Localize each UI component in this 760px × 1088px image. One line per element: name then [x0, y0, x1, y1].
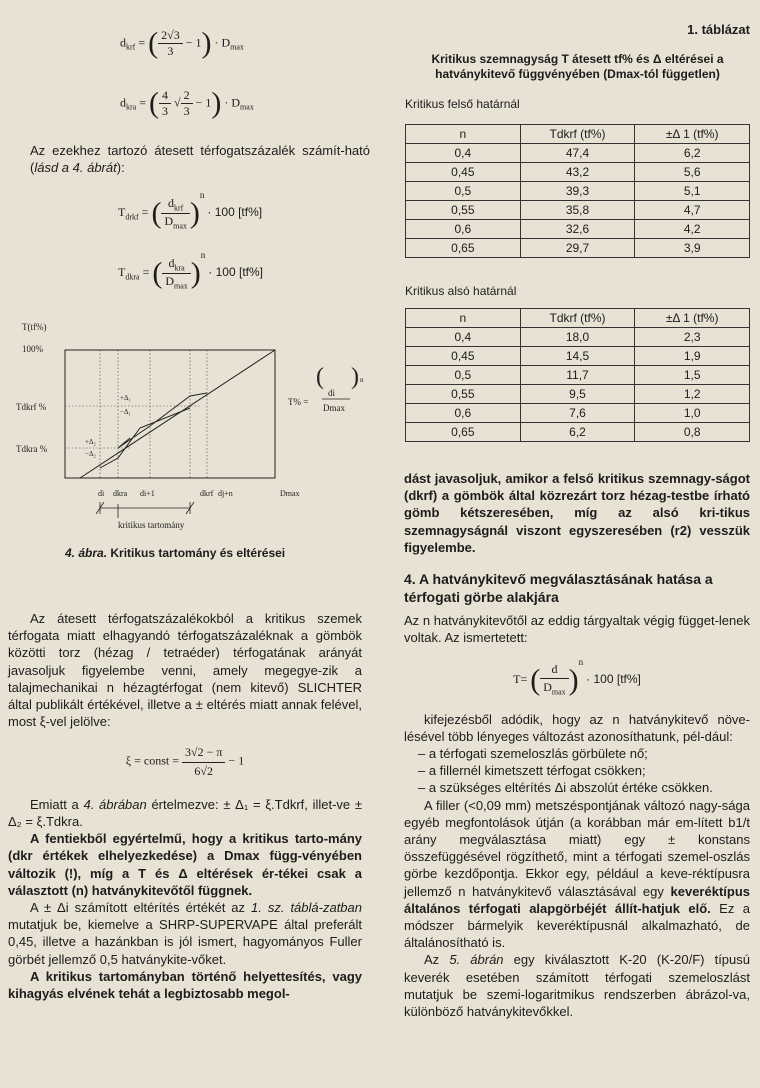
upper-table-cell: 29,7: [520, 239, 635, 258]
diagram-gridlines: [65, 350, 207, 478]
diagram-range-label: kritikus tartomány: [118, 520, 185, 530]
diagram-delta2-plus: +Δ₂: [85, 438, 96, 446]
lower-table-row: [406, 366, 750, 385]
svg-text:(: (: [316, 364, 324, 390]
lower-table-cell: 0,6: [406, 404, 521, 423]
upper-table-row: [406, 239, 750, 258]
upper-table-cell: 0,6: [406, 220, 521, 239]
lower-table-cell: 1,5: [635, 366, 750, 385]
lower-table-cell: 9,5: [520, 385, 635, 404]
lower-table: [405, 308, 750, 442]
svg-text:dkrf: dkrf: [200, 489, 214, 498]
bullet-item: – a szükséges eltérítés Δi abszolút értéke csökken.: [418, 780, 713, 796]
bullet-item: – a térfogati szemeloszlás görbülete nő;: [418, 745, 648, 761]
upper-table-cell: 32,6: [520, 220, 635, 239]
lower-table-cell: 11,7: [520, 366, 635, 385]
lower-table-header: n Tdkrf (tf%) ±Δ 1 (tf%): [406, 309, 750, 328]
figure-caption: 4. ábra. Kritikus tartomány és eltérései: [65, 546, 286, 560]
left-para-4: A ± Δi számított eltérítés értékét az 1. sz. táblá-zatban mutatjuk be, kiemelve a SHRP-SUPERVAPE által preferált 0,45, illetve a hazánkban is jól ismert, hagyományos Fuller görbét jellemző 0,5 hatványkite-vőket.: [8, 900, 362, 967]
svg-text:n: n: [360, 376, 364, 384]
lower-table-cell: 0,65: [406, 423, 521, 442]
lower-table-cell: 1,2: [635, 385, 750, 404]
diagram-y-tdkrf: Tdkrf %: [16, 402, 47, 412]
bullet-list: [404, 745, 750, 797]
bullet-item: – a fillernél kimetszett térfogat csökken;: [418, 763, 646, 779]
lower-table-cell: 7,6: [520, 404, 635, 423]
svg-text:di+1: di+1: [140, 489, 155, 498]
formula-dkra: $d_{kra}$ = ( $\frac{4}{3}$ √ $\frac{2}{3}$ − $1) \cdot D_{max}$: [120, 86, 254, 120]
formula-dkrf: $d_{krf}$ = ( $\frac{2√3}{3}$ − $1) \cdot D_{max}$: [120, 26, 244, 60]
svg-text:di: di: [328, 388, 336, 398]
svg-text:T% =: T% =: [288, 397, 309, 407]
lower-table-cell: 0,4: [406, 328, 521, 347]
diagram-main-line: [80, 350, 275, 478]
diagram-delta2-minus: −Δ₂: [85, 450, 96, 458]
xi-formula: ξ = const = $\frac{3√2 - \pi}{6√2}$ − 1: [125, 745, 245, 778]
upper-table-cell: 0,55: [406, 201, 521, 220]
upper-table-cell: 39,3: [520, 182, 635, 201]
section-heading: 4. A hatványkitevő megválasztásának hatása a térfogati görbe alakjára: [404, 571, 713, 606]
upper-table-row: [406, 144, 750, 163]
lower-table-row: [406, 423, 750, 442]
left-para-2: Emiatt a 4. ábrában értelmezve: ± Δ₁ = ξ.Tdkrf, illet-ve ± Δ₂ = ξ.Tdkra.: [8, 796, 362, 830]
svg-text:dkra: dkra: [113, 489, 128, 498]
diagram-lower-path: [100, 408, 190, 468]
lower-table-row: [406, 328, 750, 347]
lower-table-row: [406, 404, 750, 423]
svg-text:): ): [351, 364, 359, 390]
upper-table-row: [406, 201, 750, 220]
t-formula: T= ( $\frac{d}{D_{max}}$ )$^n$ · 100 [tf%]: [513, 657, 641, 697]
upper-table-cell: 5,1: [635, 182, 750, 201]
right-para-3: A filler (<0,09 mm) metszéspontjának változó nagy-sága egyéb megfontolások útján (a korábban már em-lített b1/t arány megválasztása miatt) egy ± konstans összefüggésével rögzíthető, mint a térfogati szemel-oszlás görbe kezdőpontja. Ekkor egy, például a keve-réktípusra jellemző n hatványkitevő választásával egy keveréktípus általános térfogati alapgörbéjét állít-hatjuk elő. Ez a módszer bármelyik keveréktípusnál alkalmazható, de általánosítható is.: [404, 797, 750, 951]
upper-table-cell: 0,45: [406, 163, 521, 182]
upper-table: [405, 124, 750, 258]
upper-table-cell: 0,4: [406, 144, 521, 163]
lower-table-cell: 0,45: [406, 347, 521, 366]
upper-table-header: n Tdkrf (tf%) ±Δ 1 (tf%): [406, 125, 750, 144]
lower-table-cell: 2,3: [635, 328, 750, 347]
diagram-formula: [288, 364, 364, 413]
diagram-range-arrow: [96, 502, 194, 518]
lower-table-cell: 14,5: [520, 347, 635, 366]
lower-table-cell: 18,0: [520, 328, 635, 347]
lower-table-cell: 6,2: [520, 423, 635, 442]
upper-table-cell: 43,2: [520, 163, 635, 182]
lower-table-cell: 1,0: [635, 404, 750, 423]
left-para-5: A kritikus tartományban történő helyettesítés, vagy kihagyás elvének tehát a legbiztosabb megol-: [8, 968, 362, 1002]
formula-tdkra: $T_{dkra}$ = ( $\frac{d_{kra}}{D_{max}}$ )$^n$ · 100 [tf%]: [118, 250, 263, 291]
upper-table-cell: 47,4: [520, 144, 635, 163]
diagram-y-tdkra: Tdkra %: [16, 444, 48, 454]
table-number-label: 1. táblázat: [687, 22, 750, 37]
svg-text:dj+n: dj+n: [218, 489, 233, 498]
upper-table-label: Kritikus felső határnál: [405, 97, 520, 111]
intro-paragraph: Az ezekhez tartozó átesett térfogatszázalék számít-ható (lásd a 4. ábrát):: [30, 143, 370, 176]
right-body: [404, 470, 750, 1020]
upper-table-row: [406, 163, 750, 182]
lower-table-row: [406, 385, 750, 404]
lower-table-row: [406, 347, 750, 366]
upper-table-cell: 5,6: [635, 163, 750, 182]
svg-text:di: di: [98, 489, 105, 498]
left-para-3: A fentiekből egyértelmű, hogy a kritikus tarto-mány (dkr értékek elhelyezkedése) a Dmax függ-vényében változik (!), míg a T és Δ eltérések ér-tékei csak a választott (n) hatványkitevőtől függnek.: [8, 831, 362, 898]
lower-table-cell: 1,9: [635, 347, 750, 366]
left-para-1: Az átesett térfogatszázalékokból a kritikus szemek térfogata miatt elhagyandó térfogatszázaléknak a gömbök közötti torz (hézag / tetraéder) térfogatának arányát javasoljuk figyelembe venni, amely megegye-zik a talajmechanikai n hézagtérfogat (nem kitevő) SLICHTER által publikált értékével, illetve a ± eltérés miatt annak felével, most ξ-vel jelölve:: [8, 611, 362, 730]
left-body: [8, 610, 362, 1002]
table-title: Kritikus szemnagyság T átesett tf% és Δ eltérései a hatványkitevő függvényében (Dmax-tól független): [431, 52, 724, 81]
svg-text:Dmax: Dmax: [323, 403, 345, 413]
upper-table-row: [406, 220, 750, 239]
upper-table-cell: 6,2: [635, 144, 750, 163]
right-para-2: kifejezésből adódik, hogy az n hatványkitevő növe-lésével több lényeges változást azonosíthatunk, pél-dául:: [404, 711, 750, 744]
lower-table-cell: 0,8: [635, 423, 750, 442]
lower-table-cell: 0,55: [406, 385, 521, 404]
formula-tdrkf: $T_{drkf}$ = ( $\frac{d_{krf}}{D_{max}}$ )$^n$ · 100 [tf%]: [118, 190, 263, 231]
upper-table-cell: 35,8: [520, 201, 635, 220]
diagram-frame: [65, 350, 275, 478]
diagram-ylabel: T(tf%): [22, 322, 47, 332]
diagram-delta1-minus: −Δ₁: [120, 408, 131, 416]
diagram-y100: 100%: [22, 344, 43, 354]
diagram-delta1-plus: +Δ₁: [120, 394, 131, 402]
upper-table-row: [406, 182, 750, 201]
upper-table-cell: 4,7: [635, 201, 750, 220]
right-para-1: Az n hatványkitevőtől az eddig tárgyaltak végig függet-lenek voltak. Az ismertetett:: [404, 613, 750, 646]
upper-table-cell: 4,2: [635, 220, 750, 239]
svg-text:Dmax: Dmax: [280, 489, 300, 498]
lower-table-label: Kritikus alsó határnál: [405, 284, 517, 298]
right-para-cont: dást javasoljuk, amikor a felső kritikus szemnagy-ságot (dkrf) a gömbök által közrezárt torz hézag-testbe írható gömb kétszeresében, míg az alsó kri-tikus szemnagyságnál viszont egyszeresében (r2) vesszük figyelembe.: [404, 471, 750, 555]
critical-range-diagram: [10, 318, 380, 538]
right-para-4: Az 5. ábrán egy kiválasztott K-20 (K-20/F) típusú keverék esetében számított térfogati szemeloszlást mutatjuk be szemi-logaritmikus rendszerben ábrázol-va, különböző hatványkitevőkkel.: [404, 952, 751, 1020]
upper-table-cell: 0,65: [406, 239, 521, 258]
upper-table-cell: 0,5: [406, 182, 521, 201]
upper-table-cell: 3,9: [635, 239, 750, 258]
diagram-x-labels: [98, 489, 300, 498]
lower-table-cell: 0,5: [406, 366, 521, 385]
